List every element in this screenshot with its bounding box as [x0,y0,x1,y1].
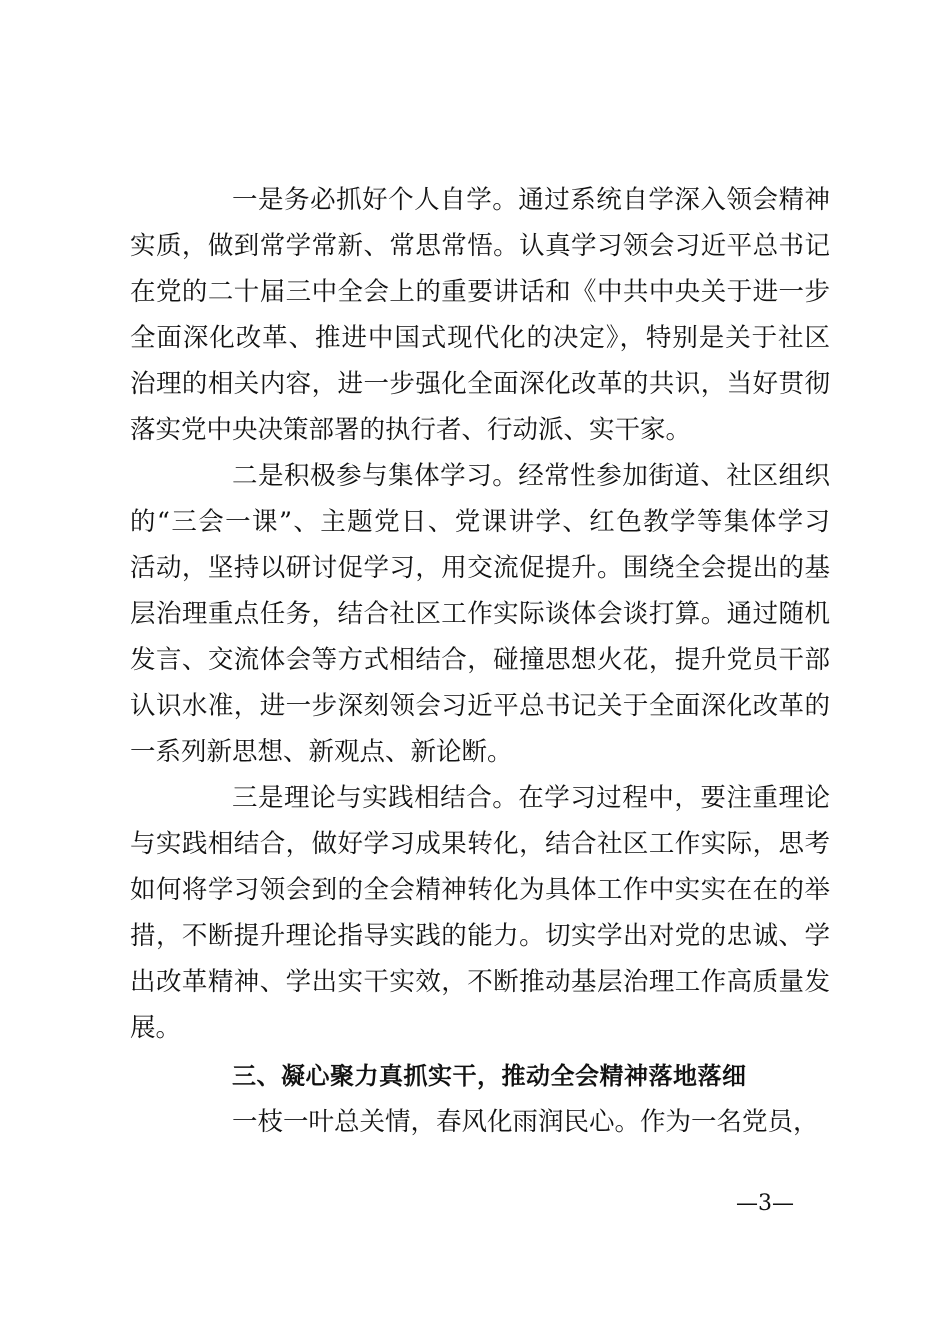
paragraph-3-line-1: 三是理论与实践相结合。在学习过程中，要注重理论 [232,783,830,813]
paragraph-2-line-4: 层治理重点任务，结合社区工作实际谈体会谈打算。通过随机 [130,599,830,629]
paragraph-3-line-4: 措，不断提升理论指导实践的能力。切实学出对党的忠诚、学 [130,921,830,951]
paragraph-2-line-1: 二是积极参与集体学习。经常性参加街道、社区组织 [232,461,830,491]
paragraph-1-line-3: 在党的二十届三中全会上的重要讲话和《中共中央关于进一步 [130,277,830,307]
paragraph-2-line-5: 发言、交流体会等方式相结合，碰撞思想火花，提升党员干部 [130,645,830,675]
page-number: —3— [736,1191,794,1216]
paragraph-2-line-6: 认识水准，进一步深刻领会习近平总书记关于全面深化改革的 [130,691,830,721]
paragraph-3-line-3: 如何将学习领会到的全会精神转化为具体工作中实实在在的举 [130,875,830,905]
paragraph-3-line-5: 出改革精神、学出实干实效，不断推动基层治理工作高质量发 [130,967,830,997]
paragraph-2-line-7: 一系列新思想、新观点、新论断。 [130,737,513,767]
paragraph-1-line-4: 全面深化改革、推进中国式现代化的决定》，特别是关于社区 [130,323,830,353]
paragraph-3-line-2: 与实践相结合，做好学习成果转化，结合社区工作实际，思考 [130,829,830,859]
paragraph-3-line-6: 展。 [130,1013,182,1043]
closing-paragraph-line: 一枝一叶总关情，春风化雨润民心。作为一名党员， [232,1107,819,1137]
paragraph-1-line-6: 落实党中央决策部署的执行者、行动派、实干家。 [130,415,692,445]
paragraph-1-line-2: 实质，做到常学常新、常思常悟。认真学习领会习近平总书记 [130,231,830,261]
paragraph-1-line-1: 一是务必抓好个人自学。通过系统自学深入领会精神 [232,185,830,215]
paragraph-1-line-5: 治理的相关内容，进一步强化全面深化改革的共识，当好贯彻 [130,369,830,399]
section-heading: 三、凝心聚力真抓实干，推动全会精神落地落细 [232,1062,747,1090]
paragraph-2-line-3: 活动，坚持以研讨促学习，用交流促提升。围绕全会提出的基 [130,553,830,583]
paragraph-2-line-2: 的“三会一课”、主题党日、党课讲学、红色教学等集体学习 [130,507,830,537]
